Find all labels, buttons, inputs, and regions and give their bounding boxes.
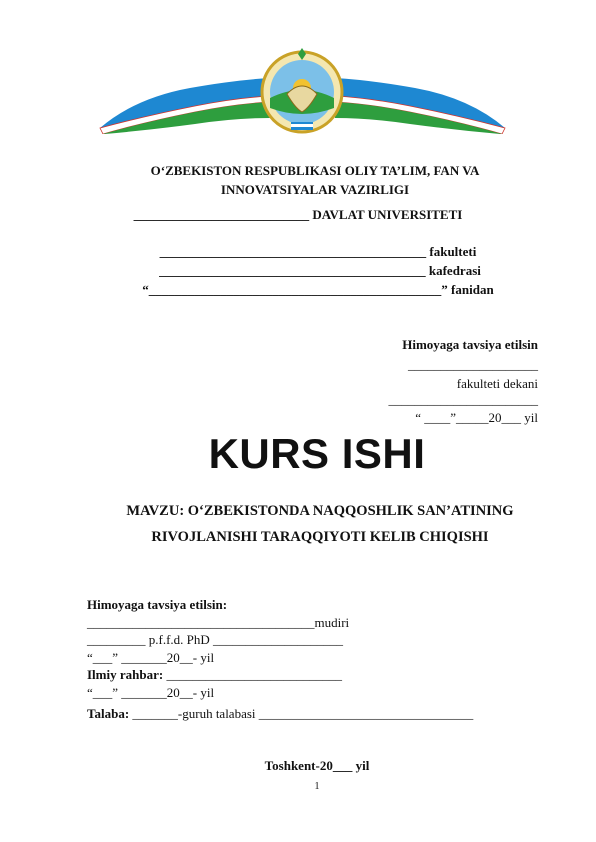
document-title: KURS ISHI: [208, 430, 426, 477]
approval-date-1: “___” _______20__- yil: [87, 649, 215, 665]
supervisor-row: [87, 666, 473, 684]
supervisor-label: Ilmiy rahbar:: [87, 667, 164, 682]
approval-right-block: [389, 337, 539, 426]
city-year: Toshkent-20___ yil: [264, 758, 370, 773]
approval-right-line-2: _______________________: [388, 392, 538, 407]
ministry-heading: [80, 161, 550, 199]
student-label: Talaba:: [87, 706, 130, 721]
approval-right-line-1: ____________________: [408, 357, 538, 372]
approval-right-label: Himoyaga tavsiya etilsin: [402, 337, 538, 352]
topic-line-2: RIVOJLANISHI TARAQQIYOTI KELIB CHIQISHI: [151, 529, 489, 545]
topic-block: [80, 498, 560, 550]
approval-date-2: “___” _______20__- yil: [87, 684, 215, 700]
university-line: ___________________________ DAVLAT UNIVERSITETI: [133, 207, 463, 222]
topic-line-1: MAVZU: O‘ZBEKISTONDA NAQQOSHLIK SAN’ATINING: [126, 503, 514, 519]
supervisor-line: ___________________________: [163, 667, 342, 682]
ministry-line-2: INNOVATSIYALAR VAZIRLIGI: [220, 182, 410, 197]
subject-line: “_____________________________________________” fanidan: [142, 282, 494, 297]
approval-left-block: [87, 596, 473, 723]
department-line: _________________________________________ kafedrasi: [159, 263, 481, 278]
ministry-line-1: O‘ZBEKISTON RESPUBLIKASI OLIY TA’LIM, FAN VA: [150, 163, 480, 178]
state-emblem-icon: [95, 48, 510, 134]
dean-label: fakulteti dekani: [456, 376, 538, 391]
faculty-line: _________________________________________ fakulteti: [159, 244, 477, 259]
approval-right-date: “ ____”_____20___ yil: [415, 410, 538, 425]
page-number: 1: [314, 781, 320, 792]
student-line: _______-guruh talabasi _________________________________: [129, 706, 474, 721]
phd-line: _________ p.f.f.d. PhD ____________________: [87, 632, 344, 647]
approval-left-label: Himoyaga tavsiya etilsin:: [87, 597, 228, 612]
student-row: [87, 705, 473, 723]
head-of-department-line: ___________________________________mudiri: [87, 614, 350, 630]
